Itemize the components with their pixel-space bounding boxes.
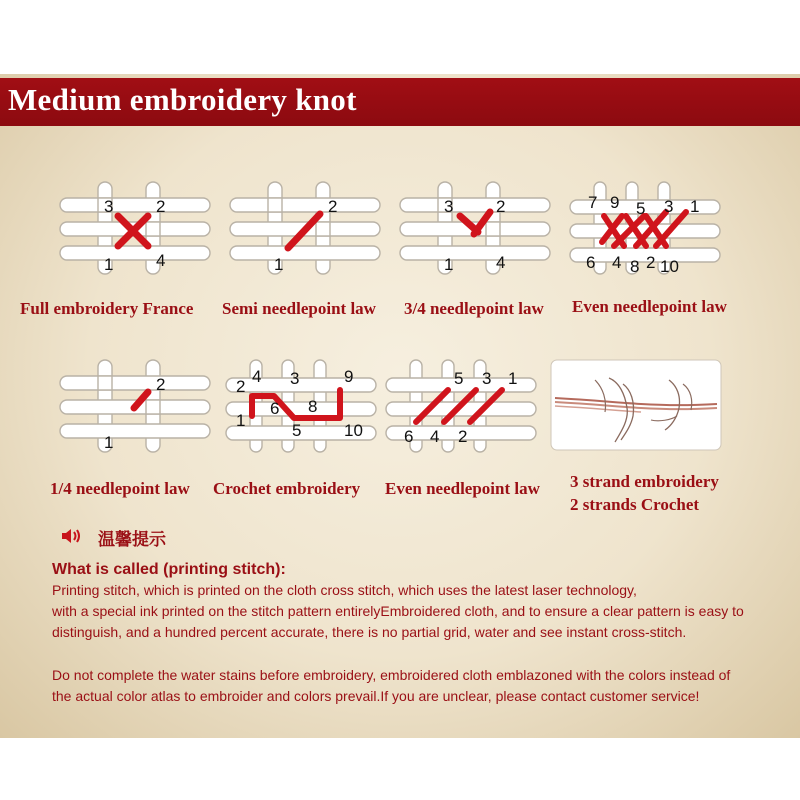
info-line: the actual color atlas to embroider and colors prevail.If you are unclear, please contact customer service! — [52, 688, 700, 704]
info-line: Do not complete the water stains before embroidery, embroidered cloth emblazoned with the colors instead of — [52, 667, 731, 683]
stitch-number: 4 — [496, 253, 506, 272]
stitch-number: 5 — [636, 199, 646, 218]
stitch-number: 2 — [458, 427, 468, 446]
stitch-number: 7 — [588, 193, 598, 212]
stitch-number: 3 — [482, 369, 492, 388]
stitch-number: 2 — [496, 197, 506, 216]
caption-strand-line-1: 3 strand embroidery — [570, 472, 719, 491]
stitch-number: 9 — [610, 193, 620, 212]
page-title: Medium embroidery knot — [8, 82, 357, 117]
stitch-number: 1 — [444, 255, 454, 274]
stitch-number: 6 — [270, 399, 280, 418]
stitch-number: 10 — [660, 257, 679, 276]
caption-full-embroidery: Full embroidery France — [20, 299, 194, 318]
stitch-number: 3 — [290, 369, 300, 388]
stitch-number: 2 — [156, 375, 166, 394]
stitch-number: 8 — [630, 257, 640, 276]
stitch-number: 1 — [274, 255, 284, 274]
stitch-number: 1 — [508, 369, 518, 388]
stitch-number: 2 — [236, 377, 246, 396]
stitch-number: 5 — [454, 369, 464, 388]
stitch-number: 4 — [612, 253, 622, 272]
info-heading: What is called (printing stitch): — [52, 561, 286, 578]
caption-crochet: Crochet embroidery — [213, 479, 361, 498]
stitch-number: 1 — [236, 411, 246, 430]
stitch-number: 4 — [430, 427, 440, 446]
stitch-number: 1 — [690, 197, 700, 216]
stitch-number: 6 — [404, 427, 414, 446]
info-line: Printing stitch, which is printed on the cloth cross stitch, which uses the latest laser technology, — [52, 582, 637, 598]
stitch-number: 2 — [328, 197, 338, 216]
stitch-semi — [230, 182, 380, 274]
stitch-number: 5 — [292, 421, 302, 440]
stitch-number: 10 — [344, 421, 363, 440]
info-line: with a special ink printed on the stitch pattern entirelyEmbroidered cloth, and to ensure a clear pattern is easy to — [52, 603, 744, 619]
stitch-number: 4 — [156, 251, 166, 270]
stitch-even — [570, 182, 720, 274]
stitch-number: 4 — [252, 367, 262, 386]
caption-even: Even needlepoint law — [572, 297, 727, 316]
stitch-number: 6 — [586, 253, 596, 272]
stitch-number: 1 — [104, 433, 114, 452]
stitch-number: 2 — [646, 253, 656, 272]
caption-strand-line-2: 2 strands Crochet — [570, 495, 700, 514]
caption-three-quarter: 3/4 needlepoint law — [404, 299, 544, 318]
stitch-number: 3 — [104, 197, 114, 216]
stitch-crochet — [226, 360, 376, 452]
header-banner — [0, 78, 800, 126]
stitch-full — [60, 182, 210, 274]
stitch-number: 1 — [104, 255, 114, 274]
strand-photo — [551, 360, 721, 450]
stitch-number: 8 — [308, 397, 318, 416]
stitch-quarter — [60, 360, 210, 452]
info-line: distinguish, and a hundred percent accurate, there is no partial grid, water and see instant cross-stitch. — [52, 624, 687, 640]
stitch-number: 3 — [444, 197, 454, 216]
stitch-number: 3 — [664, 197, 674, 216]
stitch-number: 9 — [344, 367, 354, 386]
stitch-three-quarter — [400, 182, 550, 274]
speaker-icon — [60, 527, 82, 545]
tip-label: 温馨提示 — [98, 530, 166, 550]
caption-semi: Semi needlepoint law — [222, 299, 376, 318]
caption-quarter: 1/4 needlepoint law — [50, 479, 190, 498]
stitch-even-2 — [386, 360, 536, 452]
stitch-number: 2 — [156, 197, 166, 216]
caption-even-2: Even needlepoint law — [385, 479, 540, 498]
